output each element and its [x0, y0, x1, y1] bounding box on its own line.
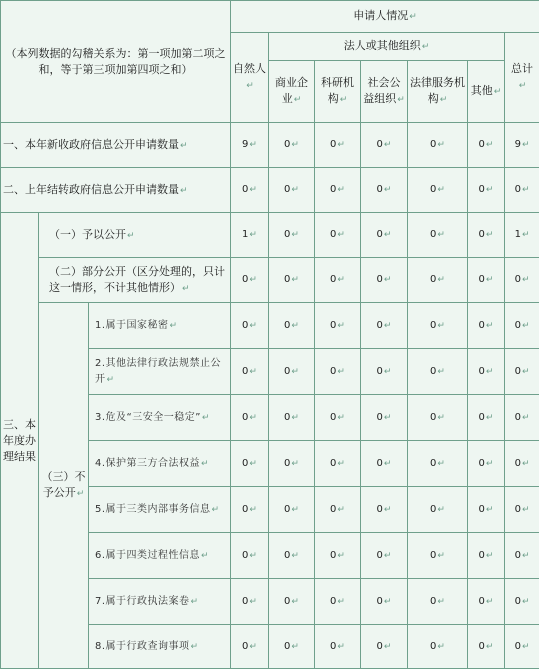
value-cell: 0↵ [315, 213, 361, 258]
withheld-reason: 3.危及“三安全一稳定”↵ [89, 395, 231, 441]
table-row [1, 123, 539, 168]
paragraph-mark: ↵ [180, 185, 188, 196]
withheld-reason: 1.属于国家秘密↵ [89, 303, 231, 349]
value-cell: 9↵ [505, 123, 539, 168]
sub-header-legal-service [408, 61, 468, 123]
value-cell: 0↵ [315, 349, 361, 395]
value-cell: 0↵ [231, 258, 269, 303]
value-cell: 0↵ [505, 579, 539, 625]
withheld-reason: 7.属于行政执法案卷↵ [89, 579, 231, 625]
value-cell: 0↵ [315, 258, 361, 303]
withheld-reason-text: 4.保护第三方合法权益 [95, 457, 201, 469]
sub-header-business [269, 61, 315, 123]
value-cell: 0↵ [231, 168, 269, 213]
table-row [1, 303, 539, 349]
withheld-reason: 8.属于行政查询事项↵ [89, 625, 231, 669]
value-cell: 0↵ [408, 213, 468, 258]
paragraph-mark: ↵ [246, 81, 254, 91]
row-label-text: （二）部分公开（区分处理的，只计这一情形，不计其他情形） [49, 264, 225, 294]
legal-org-label: 法人或其他组织 [343, 39, 421, 52]
withheld-reason-text: 7.属于行政执法案卷 [95, 595, 190, 607]
value-cell: 0↵ [315, 123, 361, 168]
section3-label: 三、本年度办理结果 [3, 417, 36, 463]
withheld-reason-text: 3.危及“三安全一稳定” [95, 411, 201, 423]
value-cell: 0↵ [505, 168, 539, 213]
value-cell: 0↵ [231, 487, 269, 533]
value-cell: 0↵ [505, 441, 539, 487]
header-row-1 [1, 1, 539, 33]
value-cell: 0↵ [468, 303, 505, 349]
value-cell: 0↵ [408, 349, 468, 395]
value-cell: 0↵ [269, 533, 315, 579]
value-cell: 0↵ [468, 441, 505, 487]
value-cell: 9↵ [231, 123, 269, 168]
withheld-reason: 4.保护第三方合法权益↵ [89, 441, 231, 487]
value-cell: 0↵ [231, 441, 269, 487]
value-cell: 0↵ [468, 213, 505, 258]
value-cell: 0↵ [468, 168, 505, 213]
table-row [1, 168, 539, 213]
value-cell: 0↵ [269, 168, 315, 213]
row-label-text: （三）不予公开 [41, 470, 86, 499]
value-cell: 0↵ [231, 579, 269, 625]
value-cell: 1↵ [231, 213, 269, 258]
applicant-status-label: 申请人情况 [353, 9, 409, 22]
applicant-status-header [231, 1, 539, 33]
withheld-reason: 5.属于三类内部事务信息↵ [89, 487, 231, 533]
value-cell: 0↵ [269, 625, 315, 669]
value-cell: 0↵ [269, 395, 315, 441]
value-cell: 0↵ [505, 303, 539, 349]
value-cell: 1↵ [505, 213, 539, 258]
value-cell: 0↵ [361, 349, 408, 395]
value-cell: 0↵ [408, 395, 468, 441]
value-cell: 0↵ [231, 533, 269, 579]
paragraph-mark: ↵ [439, 95, 448, 105]
value-cell: 0↵ [505, 258, 539, 303]
value-cell: 0↵ [505, 349, 539, 395]
value-cell: 0↵ [505, 533, 539, 579]
paragraph-mark: ↵ [409, 12, 417, 22]
value-cell: 0↵ [269, 441, 315, 487]
paragraph-mark: ↵ [180, 140, 188, 151]
value-cell: 0↵ [408, 441, 468, 487]
value-cell: 0↵ [315, 395, 361, 441]
natural-person-label: 自然人 [233, 62, 267, 75]
withheld-reason-text: 6.属于四类过程性信息 [95, 549, 201, 561]
sub-header-label: 法律服务机构 [410, 76, 466, 105]
note-cell [1, 1, 231, 123]
value-cell: 0↵ [361, 123, 408, 168]
value-cell: 0↵ [468, 579, 505, 625]
paragraph-mark: ↵ [518, 81, 527, 91]
withheld-reason-text: 8.属于行政查询事项 [95, 640, 190, 652]
sub-header-label: 社会公益组织 [363, 76, 401, 105]
value-cell: 0↵ [231, 395, 269, 441]
value-cell: 0↵ [269, 349, 315, 395]
value-cell: 0↵ [468, 533, 505, 579]
table-row [1, 258, 539, 303]
paragraph-mark: ↵ [421, 42, 430, 52]
withheld-reason-text: 2.其他法律行政法规禁止公开 [95, 357, 222, 385]
value-cell: 0↵ [315, 487, 361, 533]
table-row [1, 213, 539, 258]
value-cell: 0↵ [408, 625, 468, 669]
row-label-partial [39, 258, 231, 303]
value-cell: 0↵ [269, 258, 315, 303]
row-label-withheld [39, 303, 89, 669]
value-cell: 0↵ [361, 579, 408, 625]
value-cell: 0↵ [315, 579, 361, 625]
value-cell: 0↵ [408, 579, 468, 625]
value-cell: 0↵ [269, 487, 315, 533]
value-cell: 0↵ [361, 303, 408, 349]
value-cell: 0↵ [468, 487, 505, 533]
sub-header-research [315, 61, 361, 123]
value-cell: 0↵ [468, 123, 505, 168]
row-label-disclosed [39, 213, 231, 258]
value-cell: 0↵ [468, 625, 505, 669]
value-cell: 0↵ [408, 303, 468, 349]
natural-person-header [231, 33, 269, 123]
sub-header-other [468, 61, 505, 123]
row-label-new-requests [1, 123, 231, 168]
value-cell: 0↵ [361, 213, 408, 258]
value-cell: 0↵ [231, 349, 269, 395]
value-cell: 0↵ [361, 168, 408, 213]
paragraph-mark: ↵ [76, 489, 85, 499]
note-text: （本列数据的勾稽关系为：第一项加第二项之和，等于第三项加第四项之和） [5, 46, 226, 76]
value-cell: 0↵ [361, 487, 408, 533]
value-cell: 0↵ [361, 258, 408, 303]
section3-label-cell [1, 213, 39, 669]
withheld-reason: 6.属于四类过程性信息↵ [89, 533, 231, 579]
value-cell: 0↵ [408, 258, 468, 303]
value-cell: 0↵ [269, 213, 315, 258]
total-header [505, 33, 539, 123]
withheld-reason: 2.其他法律行政法规禁止公开↵ [89, 349, 231, 395]
sub-header-label: 商业企业 [275, 76, 309, 105]
withheld-reason-text: 1.属于国家秘密 [95, 319, 169, 331]
value-cell: 0↵ [505, 487, 539, 533]
paragraph-mark: ↵ [397, 95, 405, 105]
value-cell: 0↵ [315, 168, 361, 213]
sub-header-label: 科研机构 [321, 76, 355, 105]
value-cell: 0↵ [505, 395, 539, 441]
value-cell: 0↵ [468, 349, 505, 395]
value-cell: 0↵ [361, 441, 408, 487]
value-cell: 0↵ [505, 625, 539, 669]
value-cell: 0↵ [361, 625, 408, 669]
value-cell: 0↵ [468, 258, 505, 303]
paragraph-mark: ↵ [182, 283, 190, 294]
withheld-reason-text: 5.属于三类内部事务信息 [95, 503, 211, 515]
value-cell: 0↵ [315, 441, 361, 487]
value-cell: 0↵ [408, 123, 468, 168]
value-cell: 0↵ [269, 123, 315, 168]
value-cell: 0↵ [408, 168, 468, 213]
value-cell: 0↵ [269, 303, 315, 349]
value-cell: 0↵ [315, 303, 361, 349]
value-cell: 0↵ [468, 395, 505, 441]
paragraph-mark: ↵ [493, 87, 502, 97]
paragraph-mark: ↵ [127, 230, 135, 241]
value-cell: 0↵ [361, 533, 408, 579]
row-label-text: （一）予以公开 [49, 227, 126, 241]
value-cell: 0↵ [408, 487, 468, 533]
value-cell: 0↵ [408, 533, 468, 579]
value-cell: 0↵ [231, 625, 269, 669]
value-cell: 0↵ [315, 625, 361, 669]
value-cell: 0↵ [361, 395, 408, 441]
row-label-carryover [1, 168, 231, 213]
row-label-text: 二、上年结转政府信息公开申请数量 [3, 182, 179, 196]
value-cell: 0↵ [231, 303, 269, 349]
row-label-text: 一、本年新收政府信息公开申请数量 [3, 137, 179, 151]
paragraph-mark: ↵ [339, 95, 348, 105]
value-cell: 0↵ [315, 533, 361, 579]
sub-header-public-welfare [361, 61, 408, 123]
value-cell: 0↵ [269, 579, 315, 625]
legal-org-header [269, 33, 505, 61]
total-label: 总计 [511, 62, 534, 75]
paragraph-mark: ↵ [293, 95, 302, 105]
sub-header-label: 其他 [470, 84, 493, 97]
